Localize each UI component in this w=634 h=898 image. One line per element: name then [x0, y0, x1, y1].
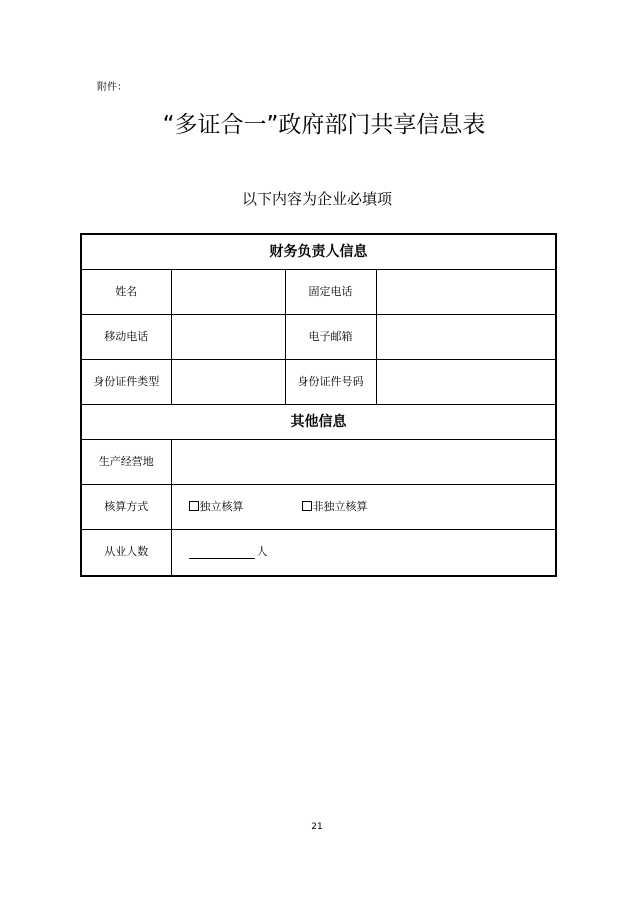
field-label-email: 电子邮箱: [285, 314, 376, 359]
section-header-other: 其他信息: [81, 404, 556, 439]
table-row: [81, 404, 556, 439]
checkbox-non-independent-accounting[interactable]: [302, 501, 312, 511]
id-type-field[interactable]: [171, 359, 285, 404]
shared-info-table: [80, 233, 557, 577]
document-title: “多证合一”政府部门共享信息表: [162, 112, 486, 138]
field-label-id-number: 身份证件号码: [285, 359, 376, 404]
accounting-method-options: [171, 484, 556, 529]
table-row: [81, 234, 556, 269]
table-row: [81, 439, 556, 484]
table-row: [81, 529, 556, 576]
field-label-accounting-method: 核算方式: [81, 484, 171, 529]
option-label: 独立核算: [199, 499, 244, 513]
landline-field[interactable]: [376, 269, 556, 314]
option-non-independent-accounting[interactable]: [302, 500, 368, 514]
required-notice: 以下内容为企业必填项: [241, 190, 392, 208]
checkbox-independent-accounting[interactable]: [189, 501, 199, 511]
table-row: [81, 269, 556, 314]
page-number: 21: [311, 822, 323, 832]
name-field[interactable]: [171, 269, 285, 314]
field-label-mobile: 移动电话: [81, 314, 171, 359]
table-row: [81, 359, 556, 404]
table-row: [81, 484, 556, 529]
field-label-name: 姓名: [81, 269, 171, 314]
employee-count-field[interactable]: [189, 546, 255, 559]
field-label-business-location: 生产经营地: [81, 439, 171, 484]
mobile-field[interactable]: [171, 314, 285, 359]
business-location-field[interactable]: [171, 439, 556, 484]
attachment-label: 附件：: [97, 82, 127, 93]
id-number-field[interactable]: [376, 359, 556, 404]
employee-count-cell: [171, 529, 556, 576]
option-label: 非独立核算: [312, 499, 368, 513]
field-label-employee-count: 从业人数: [81, 529, 171, 576]
option-independent-accounting[interactable]: [189, 500, 302, 514]
field-label-landline: 固定电话: [285, 269, 376, 314]
section-header-finance: 财务负责人信息: [81, 234, 556, 269]
table-row: [81, 314, 556, 359]
email-field[interactable]: [376, 314, 556, 359]
field-label-id-type: 身份证件类型: [81, 359, 171, 404]
employee-count-unit: 人: [256, 545, 268, 559]
